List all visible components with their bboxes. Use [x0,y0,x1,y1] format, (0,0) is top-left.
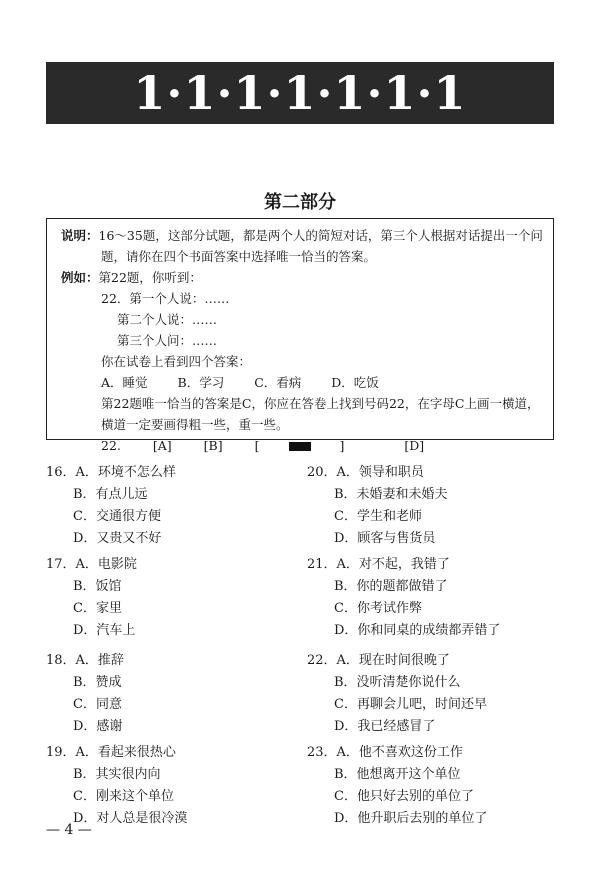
example-see-line: 你在试卷上看到四个答案： [101,354,252,369]
question-option: C．他只好去别的单位了 [334,789,474,804]
bracket-left: [ [254,438,260,453]
question-option: C．交通很方便 [73,509,161,524]
answer-d: [D] [404,438,425,453]
example-option-b: B．学习 [177,375,225,390]
answer-number: 22. [101,438,121,453]
instructions-box [46,218,554,453]
question-option: D．汽车上 [73,623,136,638]
example-line-c: 第三个人问：…… [117,333,218,348]
section-title: 第二部分 [264,192,336,213]
question-first-line: 17．A．电影院 [46,557,137,572]
instructions-line-1 [61,225,541,246]
question-option: B．没听清楚你说什么 [334,675,461,690]
question-first-line: 22．A．现在时间很晚了 [307,653,450,668]
example-intro: 第22题，你听到： [98,270,202,285]
bracket-right: ] [339,438,345,453]
filled-mark-icon [289,442,311,451]
question-option: D．他升职后去别的单位了 [334,811,488,826]
question-option: C．你考试作弊 [334,601,422,616]
question-option: D．感谢 [73,719,123,734]
question-option: D．顾客与售货员 [334,531,436,546]
question-20 [307,462,448,550]
question-option: C．学生和老师 [334,509,422,524]
question-option: D．你和同桌的成绩都弄错了 [334,623,501,638]
question-option: D．对人总是很冷漠 [73,811,188,826]
question-option: B．他想离开这个单位 [334,767,461,782]
question-option: B．你的题都做错了 [334,579,448,594]
question-first-line: 16．A．环境不怎么样 [46,465,176,480]
question-option: C．刚来这个单位 [73,789,174,804]
question-option: C．再聊会儿吧，时间还早 [334,697,487,712]
example-answer-row [61,435,541,456]
example-explain-line-2: 横道一定要画得粗一些，重一些。 [101,417,289,432]
question-option: C．同意 [73,697,122,712]
question-first-line: 20．A．领导和职员 [307,465,424,480]
example-explain-line-1: 第22题唯一恰当的答案是C，你应在答卷上找到号码22，在字母C上画一横道， [101,396,540,411]
question-21 [307,554,500,642]
example-label: 例如： [61,270,99,285]
example-option-c: C．看病 [254,375,302,390]
answer-b: [B] [203,438,223,453]
banner-text: 1·1·1·1·1·1·1 [133,66,467,120]
question-option: B．未婚妻和未婚夫 [334,487,448,502]
example-option-d: D．吃饭 [331,375,379,390]
question-option: B．饭馆 [73,579,122,594]
instructions-line-2: 题，请你在四个书面答案中选择唯一恰当的答案。 [101,249,377,264]
question-16 [46,462,176,550]
question-first-line: 23．A．他不喜欢这份工作 [307,745,463,760]
example-line-a: 22．第一个人说：…… [101,291,230,306]
question-22 [307,650,487,738]
question-17 [46,554,137,642]
page-number: — 4 — [46,822,92,838]
answer-c-marked [255,438,373,453]
question-18 [46,650,124,738]
example-line-b: 第二个人说：…… [117,312,218,327]
series-banner [46,62,554,124]
question-first-line: 19．A．看起来很热心 [46,745,176,760]
question-23 [307,742,487,830]
question-option: B．赞成 [73,675,122,690]
question-first-line: 18．A．推辞 [46,653,124,668]
instructions-label: 说明： [61,228,99,243]
question-option: D．我已经感冒了 [334,719,436,734]
example-option-a: A．睡觉 [101,375,148,390]
instructions-text-1: 16～35题，这部分试题，都是两个人的简短对话，第三个人根据对话提出一个问 [98,228,543,243]
answer-a: [A] [152,438,172,453]
question-19 [46,742,187,830]
question-option: C．家里 [73,601,122,616]
example-options [61,372,541,393]
question-option: D．又贵又不好 [73,531,162,546]
question-option: B．其实很内向 [73,767,161,782]
question-first-line: 21．A．对不起，我错了 [307,557,450,572]
question-option: B．有点儿远 [73,487,148,502]
example-intro-line [61,267,541,288]
